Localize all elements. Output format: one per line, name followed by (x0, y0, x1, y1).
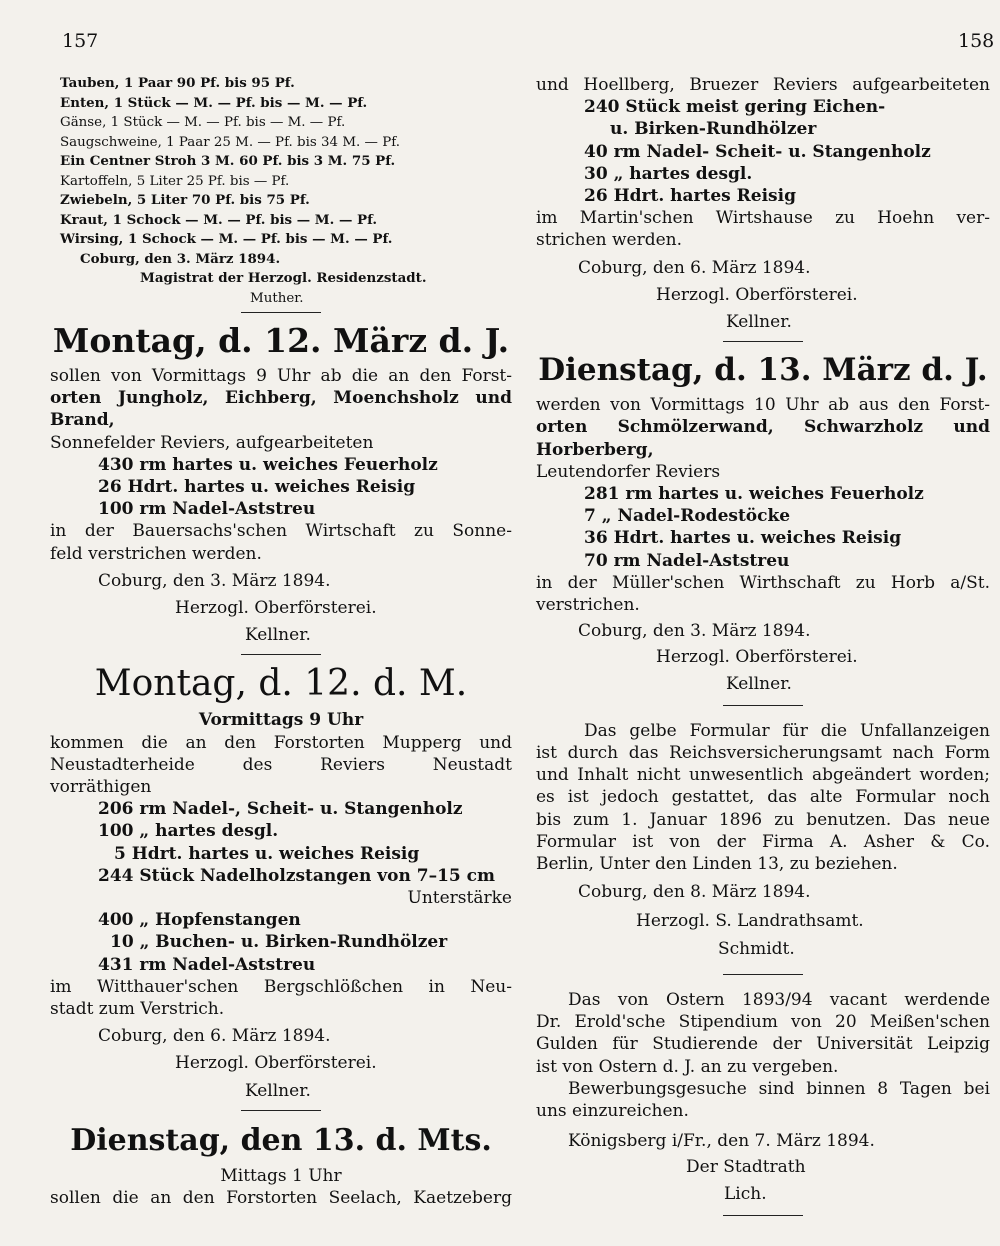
prices-date: Coburg, den 3. März 1894. (80, 250, 281, 267)
price-line: Gänse, 1 Stück — M. — Pf. bis — M. — Pf. (60, 115, 346, 130)
notice-text: kommen die an den Forstorten Mupperg und (50, 732, 512, 753)
notice-signer: Schmidt. (718, 938, 795, 959)
notice-text: im Martin'schen Wirtshause zu Hoehn ver- (536, 208, 990, 229)
notice-text: es ist jedoch gestattet, das alte Formular noch (536, 787, 990, 808)
notice-text: werden von Vormittags 10 Uhr ab aus den Forst- (536, 395, 990, 416)
notice-item: 26 Hdrt. hartes u. weiches Reisig (98, 477, 416, 498)
notice-text: sollen die an den Forstorten Seelach, Kaetzeberg (50, 1188, 512, 1209)
notice-text: Das von Ostern 1893/94 vacant werdende (568, 989, 990, 1010)
notice-subheading: Vormittags 9 Uhr (198, 710, 364, 731)
notice-text: Leutendorfer Reviers (536, 461, 721, 482)
notice-text: Gulden für Studierende der Universität Leipzig (536, 1034, 990, 1055)
notice-text: strichen werden. (536, 230, 683, 251)
notice-signer: Kellner. (726, 312, 792, 333)
notice-text: ist durch das Reichsversicherungsamt nach Form (536, 743, 990, 764)
price-line: Tauben, 1 Paar 90 Pf. bis 95 Pf. (60, 75, 295, 91)
notice-text: und Hoellberg, Bruezer Reviers aufgearbeiteten (536, 75, 990, 95)
notice-authority: Herzogl. Oberförsterei. (175, 1053, 377, 1074)
notice-unfallanzeigen (536, 720, 990, 960)
notice-text: vorräthigen (50, 777, 152, 798)
notice-item: 40 rm Nadel- Scheit- u. Stangenholz (584, 141, 931, 162)
notice-authority: Der Stadtrath (686, 1157, 806, 1178)
notice-text: stadt zum Verstrich. (50, 999, 225, 1020)
notice-item: 206 rm Nadel-, Scheit- u. Stangenholz (98, 799, 463, 820)
notice-text: Berlin, Unter den Linden 13, zu beziehen. (536, 854, 898, 875)
left-column (50, 74, 512, 1209)
notice-heading: Dienstag, d. 13. März d. J. (538, 352, 988, 389)
prices-signer: Muther. (250, 290, 304, 306)
notice-signer: Kellner. (245, 625, 311, 646)
market-prices (50, 74, 512, 308)
notice-signer: Lich. (724, 1183, 767, 1204)
notice-text: ist von Ostern d. J. an zu vergeben. (536, 1056, 839, 1077)
notice-item: 10 „ Buchen- u. Birken-Rundhölzer (110, 932, 448, 953)
notice-text: im Witthauer'schen Bergschlößchen in Neu- (50, 976, 512, 997)
notice-date: Coburg, den 8. März 1894. (578, 882, 811, 903)
notice-text: orten Schmölzerwand, Schwarzholz und Horberberg, (536, 417, 990, 460)
divider (723, 705, 803, 706)
notice-text: Neustadterheide des Reviers Neustadt (50, 754, 512, 775)
notice-item: 7 „ Nadel-Rodestöcke (584, 506, 791, 527)
notice-item: 5 Hdrt. hartes u. weiches Reisig (114, 843, 420, 864)
notice-item: 244 Stück Nadelholzstangen von 7–15 cm (98, 865, 495, 886)
price-line: Zwiebeln, 5 Liter 70 Pf. bis 75 Pf. (60, 192, 310, 208)
price-line: Saugschweine, 1 Paar 25 M. — Pf. bis 34 M. — Pf. (60, 134, 400, 150)
price-line: Ein Centner Stroh 3 M. 60 Pf. bis 3 M. 75 Pf. (60, 153, 396, 169)
notice-heading: Montag, d. 12. März d. J. (52, 321, 510, 360)
page-number-right: 158 (958, 30, 995, 52)
notice-stipendium (536, 989, 990, 1205)
notice-text: Dr. Erold'sche Stipendium von 20 Meißen'schen (536, 1012, 990, 1033)
notice-text: sollen von Vormittags 9 Uhr ab die an den Forst- (50, 366, 512, 386)
notice-authority: Herzogl. Oberförsterei. (656, 647, 858, 668)
notice-signer: Kellner. (726, 673, 792, 694)
notice-heading: Dienstag, den 13. d. Mts. (70, 1122, 492, 1158)
notice-item: u. Birken-Rundhölzer (610, 119, 817, 140)
notice-authority: Herzogl. Oberförsterei. (656, 284, 858, 305)
notice-item: 240 Stück meist gering Eichen- (584, 97, 886, 118)
divider (723, 1215, 803, 1216)
notice-text: bis zum 1. Januar 1896 zu benutzen. Das neue (536, 809, 990, 830)
divider (241, 1110, 321, 1111)
notice-item: 36 Hdrt. hartes u. weiches Reisig (584, 528, 902, 549)
divider (723, 341, 803, 342)
notice-date: Coburg, den 6. März 1894. (578, 257, 811, 278)
notice-text: verstrichen. (536, 595, 640, 616)
divider (241, 312, 321, 313)
notice-date: Coburg, den 3. März 1894. (98, 570, 331, 591)
price-line: Wirsing, 1 Schock — M. — Pf. bis — M. — Pf. (60, 231, 393, 247)
notice-item: Unterstärke (407, 888, 512, 909)
notice-text: Sonnefelder Reviers, aufgearbeiteten (50, 432, 374, 453)
notice-item: 30 „ hartes desgl. (584, 163, 753, 184)
notice-text: Formular ist von der Firma A. Asher & Co. (536, 831, 990, 852)
notice-date: Coburg, den 3. März 1894. (578, 621, 811, 642)
notice-text: in der Müller'schen Wirthschaft zu Horb a/St. (536, 572, 990, 593)
notice-item: 281 rm hartes u. weiches Feuerholz (584, 484, 924, 505)
page-number-left: 157 (62, 30, 99, 52)
notice-signer: Kellner. (245, 1080, 311, 1101)
notice-date: Coburg, den 6. März 1894. (98, 1026, 331, 1047)
notice-text: uns einzureichen. (536, 1100, 689, 1121)
notice-item: 100 rm Nadel-Aststreu (98, 499, 316, 520)
notice-item: 26 Hdrt. hartes Reisig (584, 186, 796, 207)
prices-authority: Magistrat der Herzogl. Residenzstadt. (140, 270, 427, 286)
notice-montag-12-maerz (50, 317, 512, 646)
notice-text: Das gelbe Formular für die Unfallanzeigen (584, 720, 990, 741)
notice-item: 400 „ Hopfenstangen (98, 910, 301, 931)
notice-item: 430 rm hartes u. weiches Feuerholz (98, 454, 438, 475)
notice-montag-12-d-m (50, 659, 512, 1101)
notice-item: 100 „ hartes desgl. (98, 821, 279, 842)
notice-item: 70 rm Nadel-Aststreu (584, 550, 790, 571)
notice-dienstag-13-maerz (536, 346, 990, 695)
notice-heading: Montag, d. 12. d. M. (94, 663, 468, 705)
notice-text: orten Jungholz, Eichberg, Moenchsholz und Brand, (50, 388, 512, 431)
notice-text: in der Bauersachs'schen Wirtschaft zu Sonne- (50, 521, 512, 542)
divider (241, 654, 321, 655)
notice-item: 431 rm Nadel-Aststreu (98, 954, 316, 975)
notice-date: Königsberg i/Fr., den 7. März 1894. (568, 1131, 875, 1152)
notice-authority: Herzogl. Oberförsterei. (175, 598, 377, 619)
notice-authority: Herzogl. S. Landrathsamt. (636, 910, 864, 931)
notice-text: Bewerbungsgesuche sind binnen 8 Tagen bei (568, 1078, 990, 1099)
notice-text: und Inhalt nicht unwesentlich abgeändert worden; (536, 765, 990, 786)
price-line: Kraut, 1 Schock — M. — Pf. bis — M. — Pf. (60, 211, 378, 228)
notice-text: feld verstrichen werden. (50, 543, 262, 564)
notice-dienstag-13-continued (536, 74, 990, 333)
price-line: Kartoffeln, 5 Liter 25 Pf. bis — Pf. (60, 173, 290, 189)
notice-subheading: Mittags 1 Uhr (220, 1165, 342, 1186)
right-column (536, 74, 990, 1216)
divider (723, 974, 803, 975)
notice-dienstag-13-d-mts (50, 1117, 512, 1209)
price-line: Enten, 1 Stück — M. — Pf. bis — M. — Pf. (60, 94, 368, 111)
